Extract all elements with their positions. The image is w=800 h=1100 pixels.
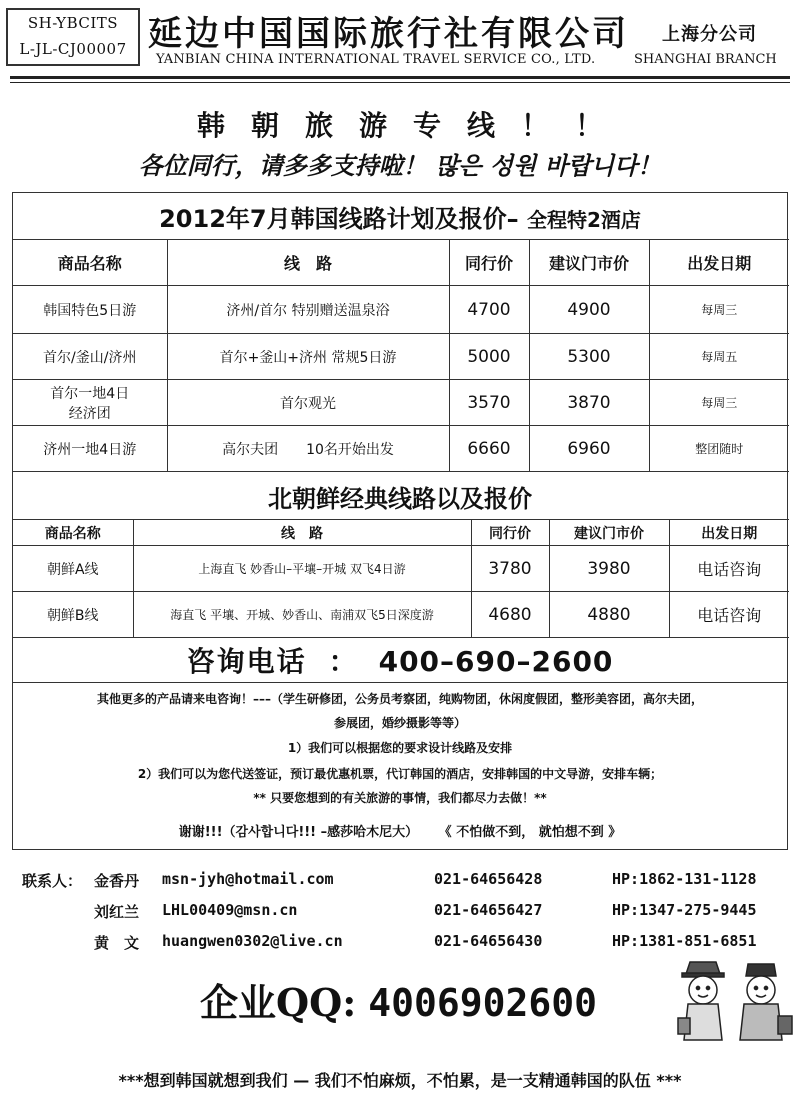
retail-price: 5300 (529, 334, 649, 380)
retail-price: 3870 (529, 380, 649, 426)
mascot-right-figure (740, 964, 792, 1040)
col-departure: 出发日期 (669, 520, 789, 546)
thanks-line (17, 821, 783, 840)
contact-tel: 021-64656428 (434, 870, 543, 888)
retail-price: 4900 (529, 286, 649, 334)
route: 上海直飞 妙香山–平壤–开城 双飞4日游 (133, 546, 471, 592)
table-row (13, 426, 789, 472)
retail-price: 3980 (549, 546, 669, 592)
table-row (13, 380, 789, 426)
product-name-line1: 首尔一地4日 (50, 385, 130, 402)
departure: 电话咨询 (669, 592, 789, 638)
contact-name: 刘红兰 (94, 903, 140, 921)
korea-title-main: 2012年7月韩国线路计划及报价– (159, 205, 519, 233)
company-name-cn: 延边中国国际旅行社有限公司 (148, 14, 629, 54)
route: 首尔观光 (167, 380, 449, 426)
mascot-left-figure (678, 962, 724, 1040)
product-name: 韩国特色5日游 (13, 286, 167, 334)
motto-text: 《 不怕做不到， 就怕想不到 》 (438, 825, 622, 840)
col-route: 线 路 (167, 240, 449, 286)
branch-name-en: SHANGHAI BRANCH (634, 52, 777, 67)
retail-price: 4880 (549, 592, 669, 638)
col-peer-price: 同行价 (471, 520, 549, 546)
product-name (13, 380, 167, 426)
contact-email: huangwen0302@live.cn (162, 932, 343, 950)
divider (13, 682, 787, 683)
departure: 每周三 (649, 380, 789, 426)
route: 济州/首尔 特别赠送温泉浴 (167, 286, 449, 334)
departure: 整团随时 (649, 426, 789, 472)
peer-price: 6660 (449, 426, 529, 472)
peer-price: 3570 (449, 380, 529, 426)
product-name: 济州一地4日游 (13, 426, 167, 472)
license-code-box (6, 8, 140, 66)
license-code-line2: L-JL-CJ00007 (19, 40, 127, 58)
header-divider-thin (10, 82, 790, 83)
contact-row (22, 932, 782, 956)
subline: 各位同行，请多多支持啦！ 많은 성원 바랍니다！ (138, 151, 662, 180)
company-name-en: YANBIAN CHINA INTERNATIONAL TRAVEL SERVICE CO., LTD. (156, 52, 596, 67)
departure: 每周三 (649, 286, 789, 334)
korea-section-title (13, 199, 787, 234)
korea-routes-table (13, 239, 789, 472)
col-product-name: 商品名称 (13, 240, 167, 286)
table-row (13, 286, 789, 334)
route: 海直飞 平壤、开城、妙香山、南浦双飞5日深度游 (133, 592, 471, 638)
product-name-line2: 经济团 (68, 405, 111, 422)
footer-slogan: ***想到韩国就想到我们 — 我们不怕麻烦，不怕累，是一支精通韩国的队伍 *** (118, 1071, 682, 1090)
product-name: 朝鲜A线 (13, 546, 133, 592)
info-line: 其他更多的产品请来电咨询！–––（学生研修团，公务员考察团，纯购物团，休闲度假团，整形美容团，高尔夫团， (96, 692, 703, 706)
hotline-label: 咨询电话 (186, 645, 307, 678)
branch-name-cn: 上海分公司 (662, 24, 757, 45)
info-more-products (17, 687, 783, 735)
table-header-row (13, 240, 789, 286)
col-product-name: 商品名称 (13, 520, 133, 546)
north-korea-section-title: 北朝鲜经典线路以及报价 (268, 485, 532, 513)
contact-row (22, 870, 782, 894)
contact-row (22, 901, 782, 925)
retail-price: 6960 (529, 426, 649, 472)
contact-name: 金香丹 (94, 872, 140, 890)
route: 首尔+釜山+济州 常规5日游 (167, 334, 449, 380)
contact-email: msn-jyh@hotmail.com (162, 870, 334, 888)
headline: 韩朝旅游专线！！ (196, 109, 629, 142)
license-code-line1: SH-YBCITS (27, 14, 119, 32)
contact-mobile: HP:1347-275-9445 (612, 901, 757, 919)
product-name: 朝鲜B线 (13, 592, 133, 638)
contact-mobile: HP:1381-851-6851 (612, 932, 757, 950)
company-qq (200, 972, 597, 1027)
table-row (13, 334, 789, 380)
thanks-text: 谢谢!!!（감사합니다!!! –感莎哈木尼大） (178, 825, 419, 840)
mascot-illustration (676, 958, 794, 1048)
route: 高尔夫团 10名开始出发 (167, 426, 449, 472)
hotline-colon: ： (328, 645, 357, 678)
peer-price: 4700 (449, 286, 529, 334)
info-line: 1）我们可以根据您的要求设计线路及安排 (287, 741, 513, 755)
table-header-row (13, 520, 789, 546)
korea-title-sub: 全程特2酒店 (526, 208, 641, 232)
price-sheet-frame (12, 192, 788, 850)
contact-tel: 021-64656430 (434, 932, 543, 950)
product-name: 首尔/釜山/济州 (13, 334, 167, 380)
header-divider-thick (10, 76, 790, 79)
north-korea-routes-table (13, 519, 789, 638)
hotline (13, 640, 787, 680)
contact-label: 联系人： (22, 872, 83, 890)
contact-tel: 021-64656427 (434, 901, 543, 919)
table-row (13, 592, 789, 638)
peer-price: 5000 (449, 334, 529, 380)
col-retail-price: 建议门市价 (549, 520, 669, 546)
info-line: 2）我们可以为您代送签证，预订最优惠机票，代订韩国的酒店，安排韩国的中文导游，安排车辆； (137, 767, 663, 781)
departure: 电话咨询 (669, 546, 789, 592)
peer-price: 3780 (471, 546, 549, 592)
col-peer-price: 同行价 (449, 240, 529, 286)
info-line: ** 只要您想到的有关旅游的事情，我们都尽力去做！** (253, 791, 547, 805)
contact-mobile: HP:1862-131-1128 (612, 870, 757, 888)
info-line: 参展团，婚纱摄影等等） (333, 716, 466, 730)
qq-label: 企业QQ: (200, 980, 357, 1025)
contact-name: 黄 文 (94, 934, 140, 952)
col-departure: 出发日期 (649, 240, 789, 286)
departure: 每周五 (649, 334, 789, 380)
peer-price: 4680 (471, 592, 549, 638)
table-row (13, 546, 789, 592)
hotline-number: 400–690–2600 (378, 645, 614, 678)
col-route: 线 路 (133, 520, 471, 546)
col-retail-price: 建议门市价 (529, 240, 649, 286)
qq-number: 4006902600 (368, 981, 598, 1025)
contact-email: LHL00409@msn.cn (162, 901, 298, 919)
